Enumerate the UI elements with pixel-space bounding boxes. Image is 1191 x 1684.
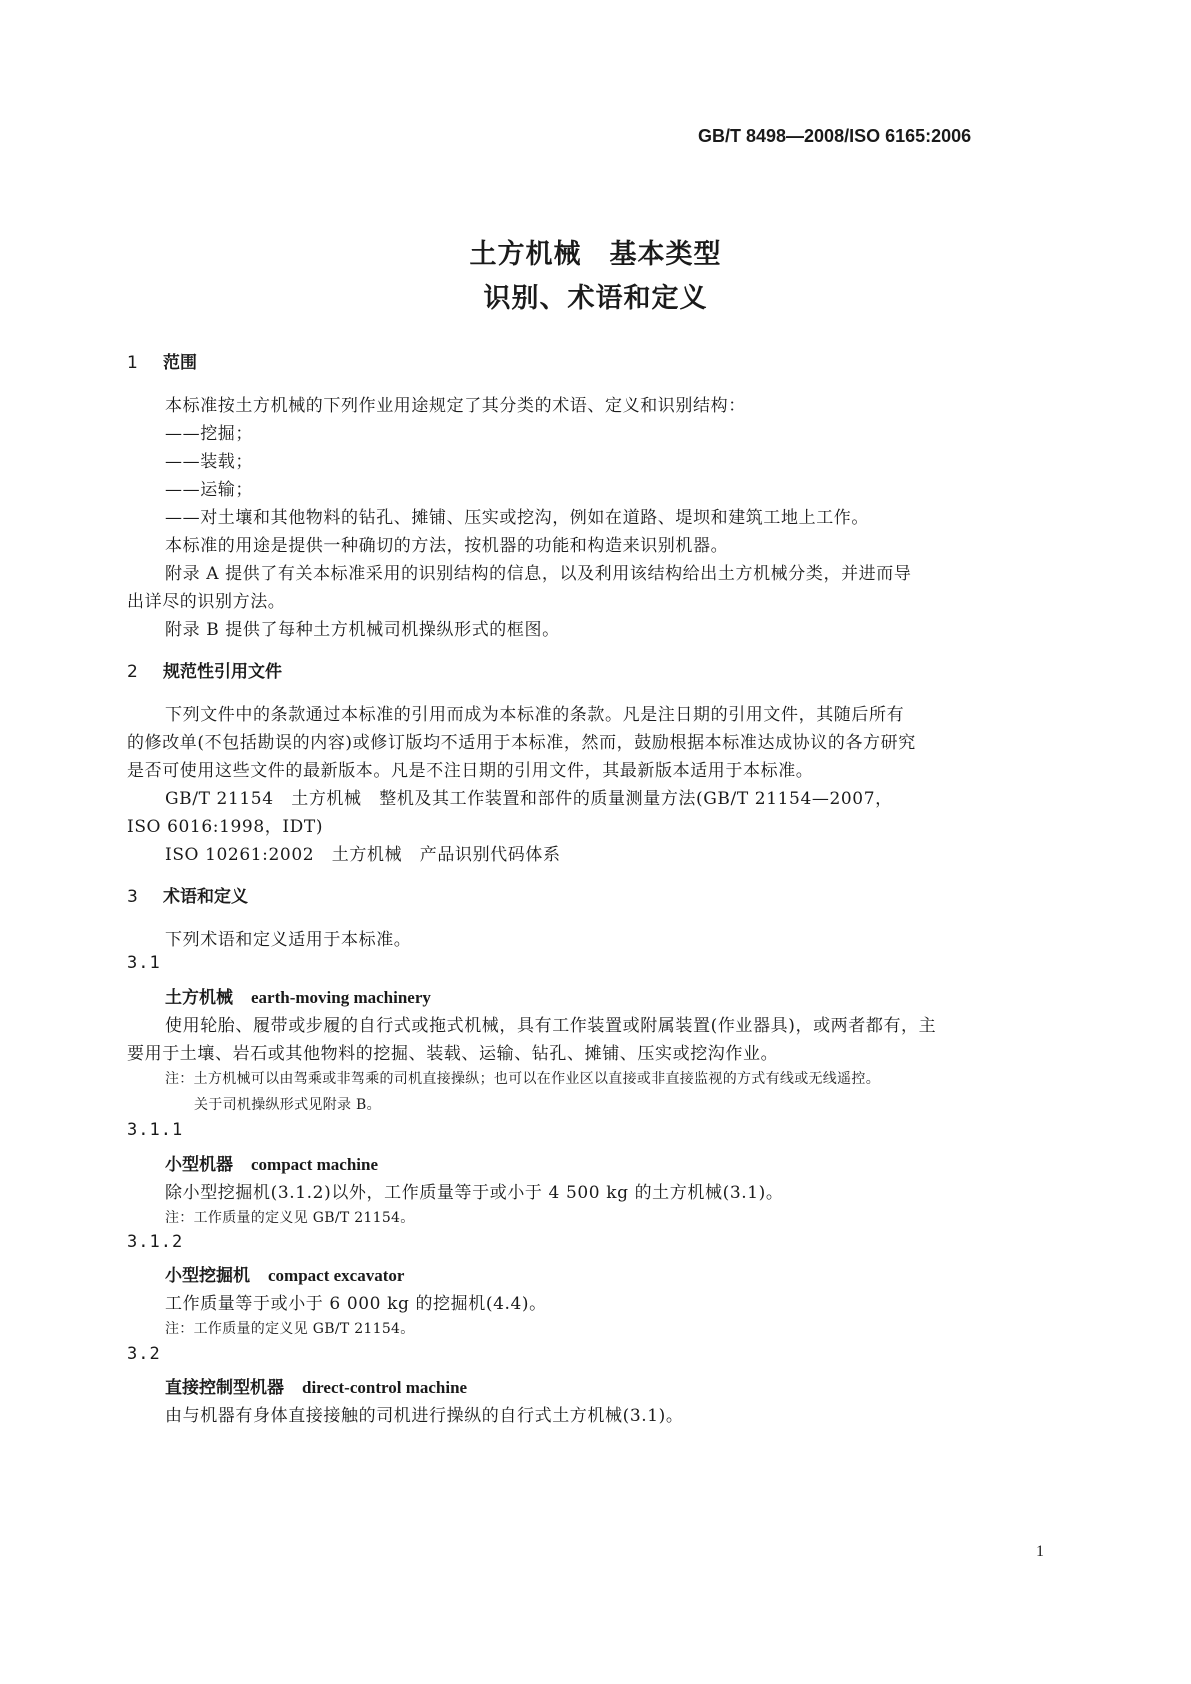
sec1-intro: 本标准按土方机械的下列作业用途规定了其分类的术语、定义和识别结构：	[165, 396, 746, 416]
term-3-1-2-number: 3.1.2	[127, 1232, 184, 1252]
term-3-1-cn: 土方机械	[165, 988, 233, 1008]
section-1-heading	[127, 348, 197, 373]
term-3-1-def-b: 要用于土壤、岩石或其他物料的挖掘、装载、运输、钻孔、摊铺、压实或挖沟作业。	[127, 1044, 779, 1064]
standard-number: GB/T 8498—2008/ISO 6165:2006	[698, 126, 972, 146]
sec1-para-2: 本标准的用途是提供一种确切的方法，按机器的功能和构造来识别机器。	[165, 536, 729, 556]
term-3-2-en: direct-control machine	[302, 1378, 468, 1397]
term-3-2-heading	[165, 1373, 467, 1398]
sec2-para-1a: 下列文件中的条款通过本标准的引用而成为本标准的条款。凡是注日期的引用文件，其随后所有	[165, 705, 905, 725]
section-2-title: 规范性引用文件	[163, 662, 282, 682]
title-line-1: 土方机械 基本类型	[469, 239, 722, 270]
term-3-1-1-heading	[165, 1150, 378, 1175]
term-3-1-heading	[165, 983, 431, 1008]
term-3-1-note-b: 关于司机操纵形式见附录 B。	[194, 1097, 381, 1113]
sec2-ref-1b: ISO 6016:1998，IDT)	[127, 817, 324, 837]
sec1-para-3b: 出详尽的识别方法。	[127, 592, 286, 612]
term-3-1-2-heading	[165, 1261, 404, 1286]
term-3-1-2-cn: 小型挖掘机	[165, 1266, 250, 1286]
term-3-1-1-note: 注：工作质量的定义见 GB/T 21154。	[165, 1210, 415, 1226]
term-3-2-def: 由与机器有身体直接接触的司机进行操纵的自行式土方机械(3.1)。	[165, 1406, 684, 1426]
term-3-1-2-en: compact excavator	[268, 1266, 405, 1285]
term-3-1-note-a: 注：土方机械可以由驾乘或非驾乘的司机直接操纵；也可以在作业区以直接或非直接监视的方式有线或无线遥控。	[165, 1071, 880, 1087]
section-3-title: 术语和定义	[163, 887, 248, 907]
sec1-item-2: ——装载；	[165, 452, 253, 472]
term-3-1-1-def: 除小型挖掘机(3.1.2)以外，工作质量等于或小于 4 500 kg 的土方机械(3.1)。	[165, 1183, 784, 1203]
section-2-number: 2	[127, 662, 138, 682]
sec1-item-4: ——对土壤和其他物料的钻孔、摊铺、压实或挖沟，例如在道路、堤坝和建筑工地上工作。	[165, 508, 869, 528]
term-3-2-cn: 直接控制型机器	[165, 1378, 284, 1398]
term-3-1-2-note: 注：工作质量的定义见 GB/T 21154。	[165, 1321, 415, 1337]
term-3-1-1-cn: 小型机器	[165, 1155, 233, 1175]
sec1-para-3a: 附录 A 提供了有关本标准采用的识别结构的信息，以及利用该结构给出土方机械分类，并进而导	[165, 564, 912, 584]
term-3-1-1-number: 3.1.1	[127, 1120, 184, 1140]
section-3-number: 3	[127, 887, 138, 907]
sec2-para-1b: 的修改单(不包括勘误的内容)或修订版均不适用于本标准，然而，鼓励根据本标准达成协议的各方研究	[127, 733, 916, 753]
page-number: 1	[1036, 1543, 1044, 1560]
sec1-para-4: 附录 B 提供了每种土方机械司机操纵形式的框图。	[165, 620, 560, 640]
term-3-2-number: 3.2	[127, 1344, 161, 1364]
section-3-heading	[127, 882, 248, 907]
sec3-intro: 下列术语和定义适用于本标准。	[165, 930, 412, 950]
title-line-2: 识别、术语和定义	[483, 283, 708, 314]
term-3-1-en: earth-moving machinery	[251, 988, 431, 1007]
sec1-item-1: ——挖掘；	[165, 424, 253, 444]
term-3-1-2-def: 工作质量等于或小于 6 000 kg 的挖掘机(4.4)。	[165, 1294, 547, 1314]
term-3-1-def-a: 使用轮胎、履带或步履的自行式或拖式机械，具有工作装置或附属装置(作业器具)，或两者都有，主	[165, 1016, 937, 1036]
section-1-number: 1	[127, 353, 138, 373]
sec2-para-1c: 是否可使用这些文件的最新版本。凡是不注日期的引用文件，其最新版本适用于本标准。	[127, 761, 814, 781]
sec2-ref-2: ISO 10261:2002 土方机械 产品识别代码体系	[165, 845, 561, 865]
section-2-heading	[127, 657, 282, 682]
term-3-1-1-en: compact machine	[251, 1155, 379, 1174]
sec2-ref-1a: GB/T 21154 土方机械 整机及其工作装置和部件的质量测量方法(GB/T 21154—2007，	[165, 789, 893, 809]
sec1-item-3: ——运输；	[165, 480, 253, 500]
term-3-1-number: 3.1	[127, 953, 161, 973]
section-1-title: 范围	[163, 353, 197, 373]
